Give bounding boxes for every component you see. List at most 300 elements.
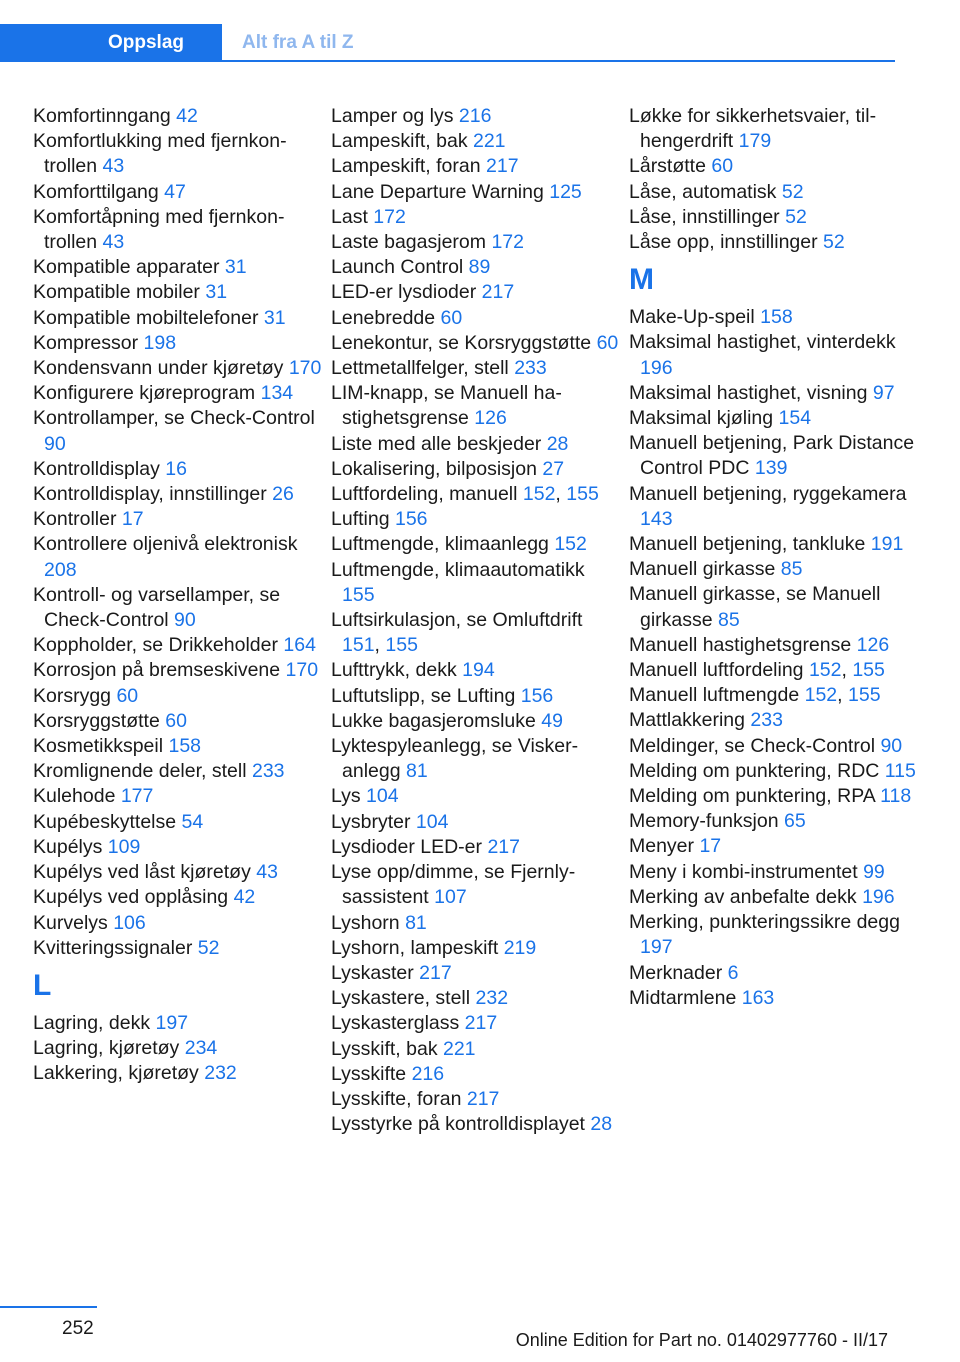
page-link[interactable]: 85 (780, 558, 803, 581)
index-term: Laste bagasjerom (331, 231, 492, 254)
page-link[interactable]: 152 (522, 483, 556, 506)
index-term: Luftsirkulasjon, se Omluftdrift (331, 609, 583, 632)
index-entry (33, 457, 323, 482)
page-link[interactable]: 104 (366, 785, 399, 808)
index-term: Merking av anbefalte dekk (629, 885, 863, 908)
index-term: Lyse opp/dimme, se Fjernlysassistent (331, 861, 576, 909)
index-entry (331, 104, 621, 129)
index-term: Luftmengde, klimaanlegg (331, 533, 555, 556)
page-link[interactable]: 54 (181, 810, 204, 833)
page-link[interactable]: 47 (164, 180, 186, 203)
page-link[interactable]: 134 (260, 382, 294, 405)
index-term: Lyskastere, stell (331, 987, 476, 1010)
page-link[interactable]: 155 (566, 483, 599, 506)
index-entry (33, 658, 323, 683)
index-term: Manuell luftmengde (629, 684, 805, 707)
page-link[interactable]: 52 (785, 205, 807, 228)
index-term: Last (331, 205, 374, 228)
index-term: Kupélys (33, 835, 108, 858)
index-entry (33, 482, 323, 507)
page-link[interactable]: 107 (434, 886, 467, 909)
index-term: Kvitteringssignaler (33, 936, 198, 959)
index-term: Manuell betjening, ryggekamera (629, 482, 907, 505)
page-link[interactable]: 172 (373, 205, 406, 228)
index-term: Kurvelys (33, 911, 114, 934)
index-entry (331, 835, 621, 860)
index-term: Luftfordeling, manuell (331, 483, 523, 506)
index-term: Launch Control (331, 256, 469, 279)
index-entry (629, 683, 919, 708)
page-link[interactable]: 217 (464, 1012, 498, 1035)
index-entry (33, 936, 323, 961)
index-term: Lenebredde (331, 306, 441, 329)
index-term: Korsrygg (33, 684, 117, 707)
page-link[interactable]: 104 (415, 810, 449, 833)
page-link[interactable]: 217 (487, 835, 520, 858)
index-entry (629, 431, 919, 481)
index-term: Komforttilgang (33, 180, 165, 203)
index-entry (33, 633, 323, 658)
index-entry (33, 810, 323, 835)
tab-oppslag[interactable]: Oppslag (0, 24, 222, 62)
index-term: Kupélys ved låst kjøretøy (33, 861, 257, 884)
index-term: Maksimal hastighet, visning (629, 381, 873, 404)
index-term: Manuell betjening, Park Distance Control PDC (629, 432, 915, 480)
index-term: Lenekontur, se Korsryggstøtte (331, 331, 597, 354)
index-term: Låse opp, innstillinger (629, 231, 824, 254)
index-entry (629, 986, 919, 1011)
index-term: Merknader (629, 961, 728, 984)
index-term: Mattlakkering (629, 709, 751, 732)
index-term: Manuell luftfordeling (629, 659, 809, 682)
index-term: Lufttrykk, dekk (331, 659, 463, 682)
page-link[interactable]: 158 (760, 306, 793, 329)
page-link[interactable]: 217 (466, 1087, 500, 1110)
index-entry (629, 860, 919, 885)
page-link[interactable]: 152 (808, 659, 842, 682)
page-link[interactable]: 156 (394, 508, 428, 531)
index-entry (629, 230, 919, 255)
page-link[interactable]: 217 (419, 961, 452, 984)
page-link[interactable]: 152 (804, 684, 838, 707)
page-link[interactable]: 97 (872, 381, 895, 404)
index-term: Lakkering, kjøretøy (33, 1062, 205, 1085)
index-term: Løkke for sikkerhetsvaier, tilhengerdrift (629, 105, 877, 153)
page-link[interactable]: 52 (781, 180, 804, 203)
page-link[interactable]: 156 (520, 684, 554, 707)
page-link[interactable]: 155 (342, 583, 375, 606)
page-link[interactable]: 177 (120, 785, 154, 808)
index-term: Lysdioder LED-er (331, 835, 488, 858)
page-link[interactable]: 60 (711, 155, 734, 178)
page-link[interactable]: 115 (884, 759, 916, 782)
index-entry (331, 154, 621, 179)
index-entry (629, 557, 919, 582)
index-term: Maksimal hastighet, vinterdekk (629, 331, 896, 354)
header-rule (0, 60, 895, 62)
page-link[interactable]: 31 (205, 281, 228, 304)
index-column-2 (331, 104, 621, 1137)
index-term: Kompatible mobiler (33, 281, 206, 304)
page-link[interactable]: 60 (165, 709, 187, 732)
index-entry (629, 154, 919, 179)
page-link[interactable]: 42 (233, 886, 256, 909)
index-entry (33, 306, 323, 331)
index-entry (629, 885, 919, 910)
index-entry (629, 910, 919, 960)
page-link[interactable]: 196 (862, 885, 895, 908)
index-entry (33, 784, 323, 809)
page-link[interactable]: 90 (174, 609, 196, 632)
index-entry (33, 406, 323, 456)
page-link[interactable]: 106 (113, 911, 146, 934)
page-link[interactable]: 233 (251, 760, 285, 783)
page-link[interactable]: 17 (699, 835, 722, 858)
index-term: Kosmetikkspeil (33, 735, 169, 758)
index-column-1 (33, 104, 323, 1087)
index-entry (629, 406, 919, 431)
tab-alt-fra-a-til-z[interactable]: Alt fra A til Z (242, 32, 354, 53)
index-term: Manuell betjening, tankluke (629, 533, 871, 556)
index-entry (33, 1011, 323, 1036)
section-letter: L (33, 968, 52, 1002)
index-term: Kontroll- og varsellamper, se Check-Control (33, 583, 281, 632)
index-term: Lyskaster (331, 961, 420, 984)
index-entry (33, 129, 323, 179)
index-entry (33, 885, 323, 910)
index-entry (331, 1011, 621, 1036)
page-link[interactable]: 208 (44, 558, 77, 581)
page-link[interactable]: 155 (848, 684, 881, 707)
index-term: Meldinger, se Check-Control (629, 734, 881, 757)
index-entry (331, 986, 621, 1011)
index-column-3 (629, 104, 919, 1011)
page-link[interactable]: 196 (640, 356, 673, 379)
page-link[interactable]: 163 (741, 986, 775, 1009)
index-entry (629, 658, 919, 683)
page-link[interactable]: 170 (285, 659, 319, 682)
index-entry (629, 532, 919, 557)
index-entry (33, 759, 323, 784)
page-link[interactable]: 52 (197, 936, 220, 959)
page-link[interactable]: 170 (288, 357, 322, 380)
index-entry (33, 709, 323, 734)
index-entry (33, 583, 323, 633)
index-term: Kompatible mobiltelefoner (33, 306, 264, 329)
page-separator: , (841, 659, 853, 682)
index-term: Lysskifte (331, 1062, 412, 1085)
page-link[interactable]: 43 (102, 155, 125, 178)
index-entry (331, 432, 621, 457)
page-link[interactable]: 31 (263, 306, 286, 329)
index-entry (331, 608, 621, 658)
page-link[interactable]: 60 (440, 306, 463, 329)
index-entry (33, 180, 323, 205)
page-link[interactable]: 152 (554, 533, 587, 556)
index-entry (629, 305, 919, 330)
page-link[interactable]: 139 (754, 457, 788, 480)
index-entry (33, 911, 323, 936)
index-entry (331, 810, 621, 835)
page-link[interactable]: 233 (750, 709, 783, 732)
index-entry (331, 457, 621, 482)
index-term: Lysskifte, foran (331, 1087, 467, 1110)
index-term: Merking, punkteringssikre degg (629, 911, 900, 934)
index-term: Kondensvann under kjøretøy (33, 357, 289, 380)
page-link[interactable]: 234 (184, 1037, 218, 1060)
index-term: Lyshorn, lampeskift (331, 936, 504, 959)
page-link[interactable]: 219 (503, 936, 537, 959)
index-entry (629, 734, 919, 759)
index-term: Komfortåpning med fjernkontrollen (33, 205, 285, 254)
index-term: Lane Departure Warning (331, 180, 550, 203)
index-entry (331, 129, 621, 154)
index-entry (629, 784, 919, 809)
index-entry (629, 961, 919, 986)
index-term: Manuell girkasse, se Manuell girkasse (629, 583, 881, 631)
index-term: Kompatible apparater (33, 256, 225, 279)
index-entry (33, 280, 323, 305)
index-entry (331, 911, 621, 936)
index-entry (629, 759, 919, 784)
index-entry (629, 708, 919, 733)
page-link[interactable]: 89 (468, 256, 491, 279)
index-entry (33, 835, 323, 860)
index-term: Lukke bagasjeromsluke (331, 709, 542, 732)
index-entry (331, 684, 621, 709)
index-entry (33, 255, 323, 280)
page-link[interactable]: 85 (718, 608, 740, 631)
index-entry (629, 104, 919, 154)
page-link[interactable]: 155 (385, 634, 418, 657)
index-term: Luftmengde, klimaautomatikk (331, 558, 585, 581)
index-term: Lysskift, bak (331, 1037, 443, 1060)
index-term: Lyshorn (331, 911, 406, 934)
page-link[interactable]: 216 (411, 1062, 445, 1085)
page-link[interactable]: 158 (168, 735, 202, 758)
index-entry (331, 381, 621, 431)
index-term: Lokalisering, bilposisjon (331, 457, 543, 480)
index-term: Låse, innstillinger (629, 205, 786, 228)
index-term: Lampeskift, bak (331, 130, 473, 153)
index-term: Maksimal kjøling (629, 407, 779, 430)
index-entry (331, 306, 621, 331)
page-link[interactable]: 172 (491, 231, 524, 254)
page-link[interactable]: 17 (121, 508, 144, 531)
index-entry (331, 961, 621, 986)
index-term: Lettmetallfelger, stell (331, 357, 515, 380)
page-link[interactable]: 90 (44, 432, 66, 455)
page-separator: , (555, 483, 567, 506)
index-term: Lysbryter (331, 810, 416, 833)
index-term: Midtarmlene (629, 986, 742, 1009)
index-term: Lampeskift, foran (331, 155, 486, 178)
index-term: Meny i kombi-instrumentet (629, 860, 864, 883)
page-link[interactable]: 81 (405, 911, 427, 934)
index-entry (331, 860, 621, 910)
page-link[interactable]: 217 (486, 155, 519, 178)
index-entry (33, 532, 323, 582)
edition-text: Online Edition for Part no. 01402977760 - II/17 (515, 1330, 888, 1350)
page-link[interactable]: 26 (272, 483, 294, 506)
index-term: Luftutslipp, se Lufting (331, 684, 521, 707)
section-letter: M (629, 263, 654, 297)
index-entry (33, 381, 323, 406)
page-link[interactable]: 164 (283, 634, 316, 657)
page-link[interactable]: 81 (405, 760, 428, 783)
page-link[interactable]: 16 (165, 457, 187, 480)
index-term: Kontrollamper, se Check-Control (33, 407, 315, 430)
page-link[interactable]: 126 (474, 407, 507, 430)
index-entry (331, 1087, 621, 1112)
index-entry (331, 936, 621, 961)
index-entry (331, 356, 621, 381)
page-link[interactable]: 109 (107, 835, 141, 858)
page-link[interactable]: 90 (880, 734, 903, 757)
index-entry (629, 809, 919, 834)
index-entry (331, 558, 621, 608)
page-link[interactable]: 194 (462, 659, 495, 682)
index-term: Komfortinngang (33, 105, 177, 127)
page-link[interactable]: 217 (481, 281, 515, 304)
index-term: Melding om punktering, RPA (629, 785, 881, 808)
index-entry (33, 734, 323, 759)
index-entry (331, 532, 621, 557)
index-term: Låse, automatisk (629, 180, 782, 203)
page-number: 252 (62, 1318, 94, 1339)
index-term: LIM-knapp, se Manuell hastighetsgrense (331, 382, 562, 430)
page-link[interactable]: 49 (541, 709, 563, 732)
page-link[interactable]: 43 (256, 861, 278, 884)
index-term: Kupélys ved opplåsing (33, 886, 234, 909)
index-term: Liste med alle beskjeder (331, 432, 547, 455)
index-term: Komfortlukking med fjernkontrollen (33, 130, 287, 178)
page-link[interactable]: 60 (116, 684, 139, 707)
index-term: Lyskasterglass (331, 1012, 465, 1035)
page-link[interactable]: 125 (549, 180, 582, 203)
index-term: Lufting (331, 508, 395, 531)
index-term: Korsryggstøtte (33, 709, 166, 732)
index-term: Konfigurere kjøreprogram (33, 382, 261, 405)
page-header (0, 24, 895, 62)
index-term: Kromlignende deler, stell (33, 760, 252, 783)
index-entry (629, 633, 919, 658)
index-entry (331, 280, 621, 305)
index-entry (629, 205, 919, 230)
index-term: LED-er lysdioder (331, 281, 482, 304)
page-link[interactable]: 28 (590, 1113, 613, 1136)
index-entry (629, 582, 919, 632)
footer-rule (0, 1306, 97, 1308)
index-entry (33, 356, 323, 381)
index-entry (331, 1037, 621, 1062)
page-link[interactable]: 197 (155, 1011, 189, 1034)
page-link[interactable]: 31 (224, 256, 247, 279)
index-term: Lårstøtte (629, 155, 712, 178)
index-term: Korrosjon på bremseskivene (33, 659, 286, 682)
index-term: Lamper og lys (331, 105, 459, 127)
index-entry (331, 1112, 621, 1137)
index-term: Melding om punktering, RDC (629, 759, 885, 782)
index-entry (331, 507, 621, 532)
index-entry (629, 330, 919, 380)
index-entry (629, 180, 919, 205)
page-link[interactable]: 52 (823, 231, 845, 254)
page-link[interactable]: 191 (870, 533, 904, 556)
index-entry (33, 507, 323, 532)
index-term: Kupébeskyttelse (33, 810, 182, 833)
page-link[interactable]: 198 (143, 331, 177, 354)
page-link[interactable]: 151 (342, 634, 375, 657)
index-term: Kompressor (33, 331, 144, 354)
index-term: Kontrolldisplay, innstillinger (33, 483, 273, 506)
index-entry (629, 834, 919, 859)
index-term: Manuell hastighetsgrense (629, 633, 857, 656)
page-link[interactable]: 154 (778, 407, 812, 430)
page-link[interactable]: 65 (783, 810, 806, 833)
index-term: Koppholder, se Drikkeholder (33, 634, 284, 657)
page-link[interactable]: 155 (852, 659, 885, 682)
index-term: Make-Up-speil (629, 306, 761, 329)
page-link[interactable]: 221 (442, 1037, 476, 1060)
page-link[interactable]: 232 (204, 1062, 237, 1085)
page-link[interactable]: 43 (102, 231, 125, 254)
page-link[interactable]: 27 (542, 457, 565, 480)
page-link[interactable]: 6 (727, 961, 739, 984)
index-entry (331, 658, 621, 683)
index-term: Memory-funksjon (629, 810, 784, 833)
page-link[interactable]: 99 (863, 860, 885, 883)
index-entry (33, 205, 323, 255)
page-link[interactable]: 28 (546, 432, 569, 455)
index-term: Kontrollere oljenivå elektronisk (33, 533, 298, 556)
page-link[interactable]: 197 (640, 936, 673, 959)
index-entry (33, 684, 323, 709)
page-link[interactable]: 42 (176, 105, 198, 127)
index-term: Lagring, kjøretøy (33, 1037, 185, 1060)
index-entry (331, 331, 621, 356)
page-link[interactable]: 216 (458, 105, 492, 127)
index-entry (331, 230, 621, 255)
index-entry (331, 734, 621, 784)
index-term: Kontroller (33, 508, 122, 531)
page-separator: , (374, 634, 386, 657)
index-entry (331, 1062, 621, 1087)
index-term: Lyktespyleanlegg, se Viskeranlegg (331, 735, 579, 783)
index-entry (33, 860, 323, 885)
index-term: Manuell girkasse (629, 558, 781, 581)
index-entry (33, 331, 323, 356)
page-link[interactable]: 221 (472, 130, 506, 153)
index-term: Kontrolldisplay (33, 457, 166, 480)
page-link[interactable]: 232 (475, 987, 509, 1010)
index-term: Lagring, dekk (33, 1011, 156, 1034)
page-link[interactable]: 233 (514, 357, 547, 380)
index-entry (629, 381, 919, 406)
index-entry (331, 482, 621, 507)
page-link[interactable]: 143 (640, 507, 673, 530)
index-term: Kulehode (33, 785, 121, 808)
page-link[interactable]: 179 (738, 130, 772, 153)
page-link[interactable]: 126 (856, 633, 890, 656)
index-term: Lys (331, 785, 367, 808)
index-entry (331, 784, 621, 809)
page-link[interactable]: 118 (880, 785, 912, 808)
index-entry (33, 104, 323, 129)
page-link[interactable]: 60 (596, 331, 619, 354)
index-entry (331, 255, 621, 280)
index-term: Menyer (629, 835, 700, 858)
